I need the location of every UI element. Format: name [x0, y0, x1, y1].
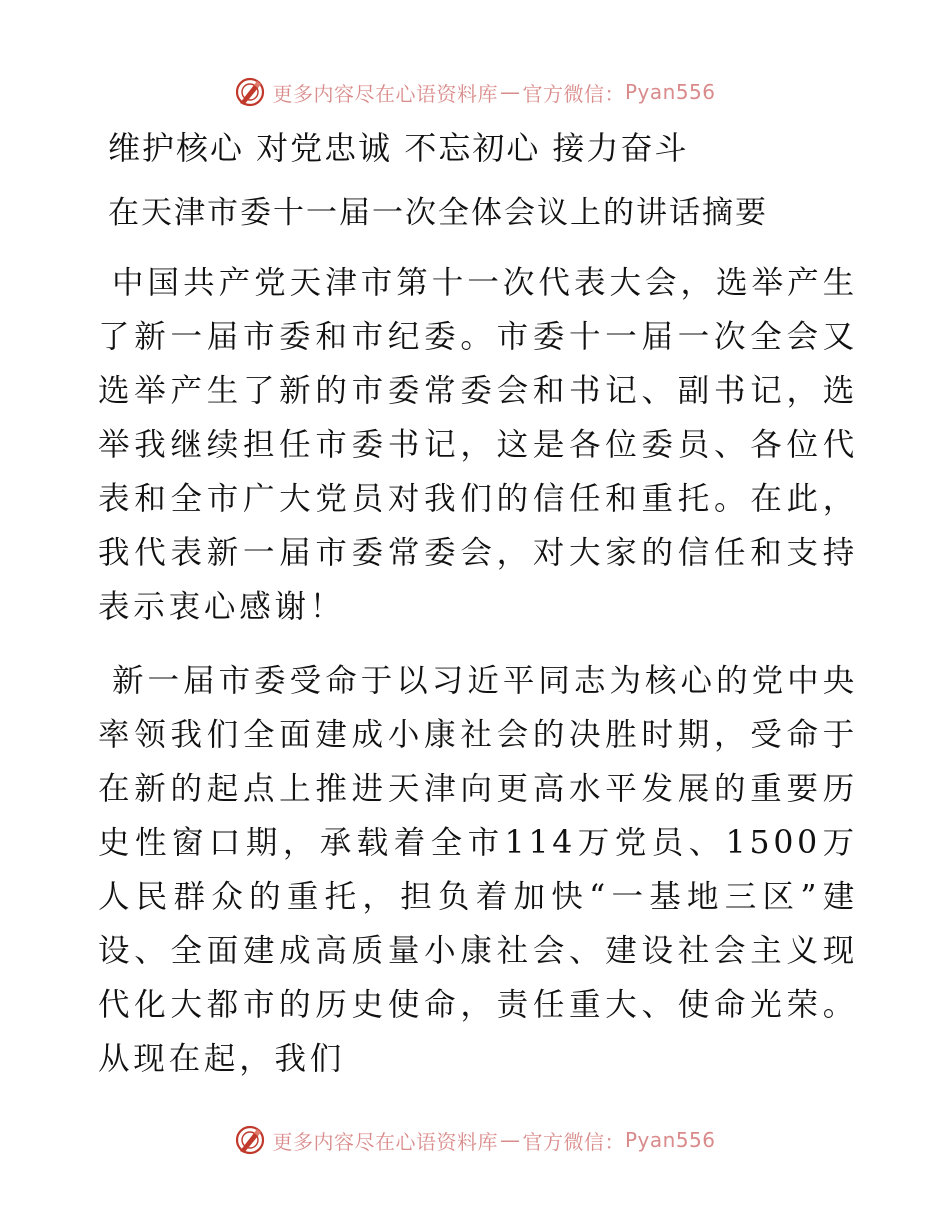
document-body: [98, 124, 858, 1106]
watermark-label: 官方微信：: [522, 1129, 625, 1154]
watermark-id: Pyan556: [624, 80, 716, 104]
watermark-label: 官方微信：: [522, 81, 625, 106]
watermark-id: Pyan556: [624, 1128, 716, 1152]
watermark-text: 更多内容尽在心语资料库: [272, 81, 498, 106]
watermark-text: 更多内容尽在心语资料库: [272, 1129, 498, 1154]
header-watermark: [0, 72, 950, 112]
document-title: 维护核心 对党忠诚 不忘初心 接力奋斗: [108, 129, 689, 167]
watermark-separator: —: [499, 80, 521, 104]
pen-logo-icon: [234, 1124, 266, 1156]
document-subtitle: 在天津市委十一届一次全体会议上的讲话摘要: [108, 195, 768, 231]
watermark-separator: —: [499, 1128, 521, 1152]
pen-logo-icon: [234, 76, 266, 108]
paragraph: 中国共产党天津市第十一次代表大会，选举产生了新一届市委和市纪委。市委十一届一次全会又选举产生了新的市委常委会和书记、副书记，选举我继续担任市委书记，这是各位委员、各位代表和全市广大党员对我们的信任和重托。在此，我代表新一届市委常委会，对大家的信任和支持表示衷心感谢！: [98, 265, 858, 625]
paragraph: 新一届市委受命于以习近平同志为核心的党中央率领我们全面建成小康社会的决胜时期，受命于在新的起点上推进天津向更高水平发展的重要历史性窗口期，承载着全市114万党员、1500万人民群众的重托，担负着加快“一基地三区”建设、全面建成高质量小康社会、建设社会主义现代化大都市的历史使命，责任重大、使命光荣。从现在起，我们: [98, 663, 858, 1077]
footer-watermark: [0, 1120, 950, 1160]
